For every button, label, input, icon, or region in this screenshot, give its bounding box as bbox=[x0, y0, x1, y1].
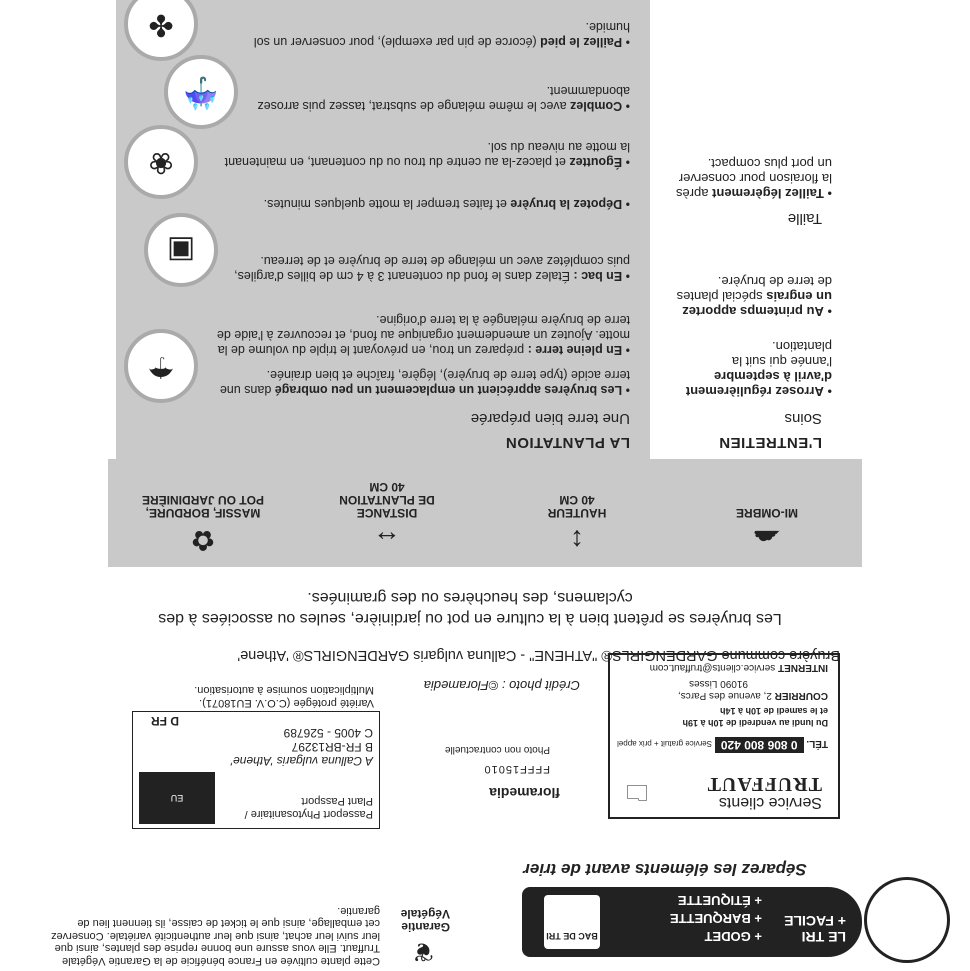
brand-name: TRUFFAUT bbox=[706, 773, 822, 795]
size-item: • Taillez légèrement après la floraison pour conserver un port plus compact. bbox=[675, 156, 832, 201]
feature-spacing bbox=[302, 480, 472, 561]
guarantee-title: Garantie Végétale bbox=[400, 907, 450, 934]
care-text: spécial plantes de terre de bruyère. bbox=[676, 274, 832, 304]
customer-service-box bbox=[608, 653, 840, 819]
mail-label: COURRIER bbox=[774, 690, 828, 701]
product-name: Bruyère commune GARDENGIRLS® "ATHENE" - Calluna vulgaris GARDENGIRLS® 'Athene' bbox=[237, 647, 840, 663]
feature-exposure bbox=[682, 506, 852, 561]
feature-band bbox=[108, 459, 862, 567]
plantation-step: • Les bruyères apprécient un emplacement un peu ombragé dans une terre acide (type terre de bruyère), légère, fraîche et bien drainée. bbox=[219, 368, 630, 397]
phone-note: Service gratuit + prix appel bbox=[617, 739, 713, 748]
step-text: préparez un trou, en prévoyant le triple du volume de la motte. Ajoutez un amendement organique au fond, et recouvrez à l'aide de terre de bruyère mélangée à la terre d'origine. bbox=[216, 313, 630, 357]
mulch-icon: ✤ bbox=[124, 0, 198, 61]
feature-value: 40 CM bbox=[369, 480, 405, 494]
guarantee-block bbox=[10, 877, 450, 967]
feature-label: DISTANCE bbox=[356, 506, 418, 520]
product-description: Les bruyères se prêtent bien à la culture en pot ou jardinière, seules ou associées à des cyclamens, des heuchères ou des graminées. bbox=[158, 589, 782, 627]
web-label: INTERNET bbox=[778, 662, 828, 673]
step-bold: En pleine terre : bbox=[527, 343, 623, 357]
size-title: Taille bbox=[787, 210, 822, 227]
feature-label: MASSIF, BORDURE, bbox=[145, 506, 261, 520]
recycling-item: + BARQUETTE bbox=[669, 911, 762, 926]
care-text: Au printemps bbox=[740, 304, 824, 319]
half-shade-icon: ☁ bbox=[753, 525, 781, 556]
service-header bbox=[642, 775, 822, 811]
care-bold: régulièrement d'avril à septembre bbox=[685, 369, 832, 399]
step-bold: Égouttez bbox=[569, 155, 623, 169]
web-address: service.clients@truffaut.com bbox=[649, 662, 776, 673]
plantation-step: • Égouttez et placez-la au centre du trou ou du contenant, en maintenant la motte au niveau du sol. bbox=[224, 140, 630, 169]
care-title: Soins bbox=[784, 410, 822, 427]
plantation-step: • Dépotez la bruyère et faites tremper la motte quelques minutes. bbox=[263, 197, 630, 211]
feature-usage bbox=[118, 493, 288, 561]
entretien-column bbox=[662, 0, 862, 459]
hours-weekday: Du lundi au vendredi de 10h à 19h bbox=[682, 718, 828, 728]
feature-label: HAUTEUR bbox=[547, 506, 607, 520]
passport-line-b: B FR-BR13297 bbox=[291, 740, 373, 754]
passport-line-d: D FR bbox=[151, 714, 179, 728]
leaf-icon: ❦ bbox=[412, 937, 434, 967]
size-bold: Taillez légèrement bbox=[712, 186, 824, 201]
phone-line bbox=[616, 737, 828, 753]
passport-line-c: C 4005 - 526789 bbox=[283, 726, 373, 740]
mail-line bbox=[616, 677, 828, 701]
bin-label: BAC DE TRI bbox=[546, 931, 598, 941]
shade-planting-icon: ☂ bbox=[124, 329, 198, 403]
care-bold: apportez un engrais bbox=[682, 289, 832, 319]
eu-flag-icon: EU bbox=[139, 772, 215, 824]
recycling-band bbox=[522, 887, 862, 957]
recycling-item: + GODET bbox=[704, 929, 762, 944]
step-text: (écorce de pin par exemple), pour conserver un sol humide. bbox=[253, 20, 630, 49]
feature-height bbox=[492, 493, 662, 561]
plantation-step: • Comblez avec le même mélange de substrat, tassez puis arrosez abondamment. bbox=[257, 84, 630, 113]
floramedia-logo: floramedia bbox=[489, 785, 560, 801]
sort-instruction: Séparez les éléments avant de trier bbox=[523, 860, 807, 879]
recycling-title-line2: + FACILE bbox=[784, 913, 846, 929]
recycling-title-line1: LE TRI bbox=[801, 929, 846, 945]
container-icon: ▣ bbox=[144, 213, 218, 287]
mail-city: 91090 Lisses bbox=[689, 678, 748, 689]
step-bold: Paillez le pied bbox=[540, 35, 623, 49]
plant-passport bbox=[132, 711, 380, 829]
unpot-icon: ❀ bbox=[124, 125, 198, 199]
plantation-step: • En bac : Étalez dans le fond du contenant 3 à 4 cm de billes d'argiles, puis complétez avec un mélange de terre de bruyère et de terreau. bbox=[234, 254, 630, 283]
step-text: avec le même mélange de substrat, tassez puis arrosez abondamment. bbox=[257, 84, 630, 113]
credits-block bbox=[390, 691, 570, 811]
plantation-subtitle: Une terre bien préparée bbox=[470, 410, 630, 427]
multiplication-note: Multiplication soumise à autorisation. bbox=[194, 684, 374, 696]
care-text: l'année qui suit la plantation. bbox=[731, 339, 832, 369]
plantation-column bbox=[116, 0, 650, 459]
step-text: et faites tremper la motte quelques minutes. bbox=[263, 197, 511, 211]
care-item: • Arrosez régulièrement d'avril à septembre l'année qui suit la plantation. bbox=[685, 339, 832, 399]
plantation-step: • En pleine terre : préparez un trou, en prévoyant le triple du volume de la motte. Ajoutez un amendement organique au fond, et recouvrez à l'aide de terre de bruyère mélangée à la terre d'origine. bbox=[216, 313, 630, 357]
care-item: • Au printemps apportez un engrais spécial plantes de terre de bruyère. bbox=[676, 274, 832, 319]
product-code: FFFF15010 bbox=[483, 763, 550, 775]
hours-saturday: et le samedi de 10h à 14h bbox=[719, 706, 828, 716]
feature-value: 40 CM bbox=[559, 493, 595, 507]
entretien-title: L'ENTRETIEN bbox=[718, 434, 822, 451]
step-text: Étalez dans le fond du contenant 3 à 4 cm de billes d'argiles, puis complétez avec un mélange de terre de bruyère et de terreau. bbox=[234, 254, 630, 283]
recycling-item: + ÉTIQUETTE bbox=[677, 893, 762, 908]
feature-label: POT OU JARDINIÈRE bbox=[142, 493, 265, 507]
step-bold: Comblez bbox=[570, 99, 623, 113]
step-bold: Dépotez la bruyère bbox=[510, 197, 623, 211]
feature-label: MI-OMBRE bbox=[736, 506, 798, 520]
folder-icon: 🗀 bbox=[625, 780, 648, 805]
passport-title: Passeport Phytosanitaire / Plant Passport bbox=[244, 795, 373, 820]
step-bold: En bac : bbox=[573, 269, 623, 283]
passport-line-a: A Calluna vulgaris 'Athene' bbox=[230, 754, 373, 768]
step-text: et placez-la au centre du trou ou du contenant, en maintenant la motte au niveau du sol. bbox=[224, 140, 630, 169]
plantation-step: • Paillez le pied (écorce de pin par exemple), pour conserver un sol humide. bbox=[253, 20, 630, 49]
height-icon: ↕ bbox=[570, 525, 584, 556]
photo-credit: Crédit photo : ©Floramedia bbox=[423, 678, 580, 693]
mail-address: 2, avenue des Parcs, bbox=[677, 690, 772, 701]
care-text: Arrosez bbox=[775, 384, 824, 399]
size-text: après la floraison pour conserver un port plus compact. bbox=[675, 156, 832, 201]
garden-icon: ✿ bbox=[191, 525, 215, 556]
watering-icon: ☔ bbox=[164, 55, 238, 129]
variety-note bbox=[124, 683, 374, 709]
step-text: dans une terre acide (type terre de bruyère), légère, fraîche et bien drainée. bbox=[219, 368, 630, 397]
recycling-title bbox=[784, 913, 846, 945]
plantation-title: LA PLANTATION bbox=[505, 434, 630, 451]
feature-label: DE PLANTATION bbox=[339, 493, 435, 507]
step-bold: Les bruyères apprécient un emplacement un peu ombragé bbox=[274, 383, 623, 397]
phone-number: 0 806 800 420 bbox=[715, 737, 804, 753]
triman-logo-icon bbox=[864, 877, 950, 963]
variety-protected: Variété protégée (C.O.V. EU18071). bbox=[199, 697, 374, 709]
bin-icon bbox=[544, 895, 600, 949]
photo-note: Photo non contractuelle bbox=[444, 744, 550, 755]
recycling-items bbox=[670, 891, 762, 945]
spacing-icon: ↔ bbox=[373, 525, 401, 556]
service-heading: Service clients bbox=[718, 794, 822, 811]
phone-label: TÉL. bbox=[806, 738, 828, 749]
guarantee-text: Cette plante cultivée en France bénéficie de la Garantie Végétale Truffaut. Elle vous assure une bonne reprise des plantes, ainsi que leur suivi leur achat, ainsi que leur authenticité variétale. Conservez cet emballage, ainsi que le ticket de caisse, ils tiennent lieu de garantie. bbox=[51, 905, 380, 967]
